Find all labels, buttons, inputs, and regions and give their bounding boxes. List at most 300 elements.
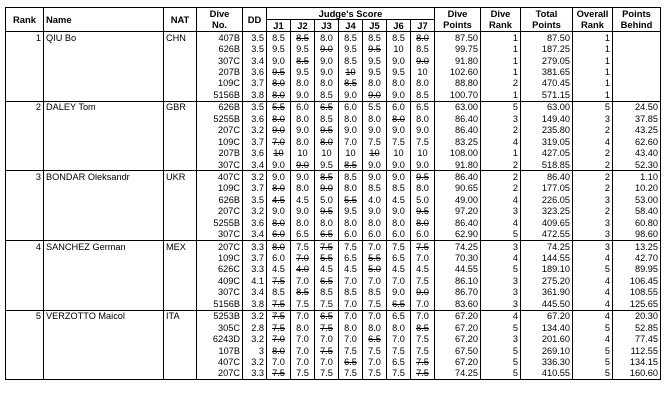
athlete-nat xyxy=(164,206,197,217)
dive-row xyxy=(6,55,661,66)
dive-rank: 2 xyxy=(481,125,521,136)
degree-of-difficulty: 3.2 xyxy=(243,206,267,217)
judge-score-6: 6.0 xyxy=(387,228,411,240)
judge-score-4: 8.0 xyxy=(339,183,363,194)
judge-score-5: 6.0 xyxy=(363,228,387,240)
points-behind xyxy=(613,43,661,54)
athlete-nat xyxy=(164,333,197,344)
judge-score-6: 8.0 xyxy=(387,217,411,228)
judge-score-1: 9.0 xyxy=(267,55,291,66)
judge-score-1: 9.0 xyxy=(267,206,291,217)
overall-rank: 1 xyxy=(573,66,613,77)
overall-rank: 4 xyxy=(573,252,613,263)
judge-score-4: 7.5 xyxy=(339,345,363,356)
judge-score-1: 7.5 xyxy=(267,310,291,322)
judge-score-6: 6.5 xyxy=(387,298,411,310)
judge-score-4: 7.0 xyxy=(339,136,363,147)
dive-row xyxy=(6,206,661,217)
judge-score-4: 9.0 xyxy=(339,89,363,101)
judge-score-7: 5.0 xyxy=(411,194,435,205)
points-behind: 160.60 xyxy=(613,368,661,380)
athlete-rank xyxy=(6,298,44,310)
total-points: 427.05 xyxy=(521,147,573,158)
total-points: 361.90 xyxy=(521,287,573,298)
dive-points: 91.80 xyxy=(435,159,481,171)
judge-score-2: 8.0 xyxy=(291,78,315,89)
judge-score-4: 9.5 xyxy=(339,206,363,217)
athlete-nat xyxy=(164,345,197,356)
judge-score-4: 8.5 xyxy=(339,32,363,44)
overall-rank: 2 xyxy=(573,206,613,217)
athlete-rank xyxy=(6,55,44,66)
judge-score-5: 9.0 xyxy=(363,171,387,183)
overall-rank: 2 xyxy=(573,171,613,183)
athlete-rank xyxy=(6,136,44,147)
points-behind: 13.25 xyxy=(613,240,661,252)
dive-row xyxy=(6,113,661,124)
dive-rank: 2 xyxy=(481,171,521,183)
overall-rank: 5 xyxy=(573,264,613,275)
athlete-rank xyxy=(6,345,44,356)
judge-score-3: 10 xyxy=(315,147,339,158)
overall-rank: 2 xyxy=(573,159,613,171)
degree-of-difficulty: 3.8 xyxy=(243,89,267,101)
dive-points: 99.75 xyxy=(435,43,481,54)
dive-points: 70.30 xyxy=(435,252,481,263)
degree-of-difficulty: 3.3 xyxy=(243,240,267,252)
total-points: 409.65 xyxy=(521,217,573,228)
dive-rank: 4 xyxy=(481,310,521,322)
judge-score-7: 6.5 xyxy=(411,101,435,113)
dive-rank: 2 xyxy=(481,183,521,194)
total-points: 518.85 xyxy=(521,159,573,171)
dive-number: 207B xyxy=(197,147,243,158)
judge-score-5: 6.5 xyxy=(363,333,387,344)
dive-points: 62.90 xyxy=(435,228,481,240)
judge-score-2: 8.5 xyxy=(291,32,315,44)
athlete-rank xyxy=(6,183,44,194)
total-points: 410.55 xyxy=(521,368,573,380)
athlete-name: SANCHEZ German xyxy=(44,240,164,252)
header-judge-7: J7 xyxy=(411,20,435,32)
dive-points: 83.60 xyxy=(435,298,481,310)
judge-score-4: 7.0 xyxy=(339,333,363,344)
header-points-behind-bottom: Behind xyxy=(613,20,661,32)
points-behind: 108.55 xyxy=(613,287,661,298)
dive-row xyxy=(6,287,661,298)
judge-score-3: 8.5 xyxy=(315,287,339,298)
judge-score-6: 7.5 xyxy=(387,368,411,380)
dive-number: 307C xyxy=(197,55,243,66)
dive-points: 67.20 xyxy=(435,322,481,333)
judge-score-6: 8.0 xyxy=(387,78,411,89)
total-points: 149.40 xyxy=(521,113,573,124)
athlete-rank xyxy=(6,275,44,286)
judge-score-3: 7.5 xyxy=(315,322,339,333)
judge-score-3: 8.0 xyxy=(315,217,339,228)
dive-row xyxy=(6,310,661,322)
judge-score-6: 9.0 xyxy=(387,287,411,298)
athlete-name xyxy=(44,217,164,228)
header-dive-rank-bottom: Rank xyxy=(481,20,521,32)
overall-rank: 2 xyxy=(573,183,613,194)
athlete-name xyxy=(44,252,164,263)
athlete-rank: 5 xyxy=(6,310,44,322)
judge-score-3: 8.0 xyxy=(315,136,339,147)
judge-score-5: 7.0 xyxy=(363,275,387,286)
dive-number: 307C xyxy=(197,287,243,298)
athlete-rank: 1 xyxy=(6,32,44,44)
points-behind: 89.95 xyxy=(613,264,661,275)
judge-score-2: 7.5 xyxy=(291,298,315,310)
header-judge-6: J6 xyxy=(387,20,411,32)
overall-rank: 3 xyxy=(573,113,613,124)
judge-score-1: 8.0 xyxy=(267,240,291,252)
athlete-name xyxy=(44,194,164,205)
judge-score-3: 8.0 xyxy=(315,78,339,89)
header-dive-no-top: Dive xyxy=(197,8,243,20)
degree-of-difficulty: 3.4 xyxy=(243,228,267,240)
total-points: 381.65 xyxy=(521,66,573,77)
judge-score-3: 7.5 xyxy=(315,368,339,380)
athlete-name xyxy=(44,159,164,171)
overall-rank: 5 xyxy=(573,368,613,380)
dive-rank: 5 xyxy=(481,264,521,275)
judge-score-5: 5.5 xyxy=(363,252,387,263)
judge-score-6: 6.5 xyxy=(387,252,411,263)
degree-of-difficulty: 2.8 xyxy=(243,322,267,333)
judge-score-6: 9.0 xyxy=(387,159,411,171)
athlete-name xyxy=(44,78,164,89)
judge-score-1: 5.5 xyxy=(267,101,291,113)
points-behind: 10.20 xyxy=(613,183,661,194)
points-behind: 62.60 xyxy=(613,136,661,147)
judge-score-2: 9.0 xyxy=(291,159,315,171)
judge-score-2: 10 xyxy=(291,147,315,158)
judge-score-7: 7.0 xyxy=(411,298,435,310)
dive-rank: 3 xyxy=(481,333,521,344)
degree-of-difficulty: 3.3 xyxy=(243,368,267,380)
dive-points: 67.20 xyxy=(435,356,481,367)
athlete-rank: 4 xyxy=(6,240,44,252)
judge-score-5: 7.5 xyxy=(363,345,387,356)
header-name: Name xyxy=(44,8,164,32)
dive-number: 409C xyxy=(197,275,243,286)
judge-score-1: 6.0 xyxy=(267,228,291,240)
judge-score-6: 7.0 xyxy=(387,333,411,344)
judge-score-4: 7.5 xyxy=(339,368,363,380)
judge-score-6: 9.5 xyxy=(387,66,411,77)
judge-score-4: 6.0 xyxy=(339,228,363,240)
points-behind: 24.50 xyxy=(613,101,661,113)
judge-score-7: 7.0 xyxy=(411,252,435,263)
dive-rank: 3 xyxy=(481,298,521,310)
athlete-nat xyxy=(164,125,197,136)
athlete-nat: ITA xyxy=(164,310,197,322)
dive-points: 87.50 xyxy=(435,32,481,44)
judge-score-5: 7.5 xyxy=(363,136,387,147)
judge-score-5: 7.5 xyxy=(363,298,387,310)
judge-score-4: 7.5 xyxy=(339,240,363,252)
dive-points: 102.60 xyxy=(435,66,481,77)
judge-score-1: 4.5 xyxy=(267,194,291,205)
dive-points: 100.70 xyxy=(435,89,481,101)
judge-score-1: 8.0 xyxy=(267,113,291,124)
dive-number: 207C xyxy=(197,206,243,217)
judge-score-2: 9.0 xyxy=(291,125,315,136)
judge-score-7: 9.5 xyxy=(411,206,435,217)
dive-row xyxy=(6,32,661,44)
dive-number: 6243D xyxy=(197,333,243,344)
dive-rank: 5 xyxy=(481,368,521,380)
dive-number: 626C xyxy=(197,264,243,275)
athlete-name xyxy=(44,66,164,77)
athlete-rank xyxy=(6,333,44,344)
judge-score-7: 9.0 xyxy=(411,159,435,171)
judge-score-6: 8.0 xyxy=(387,322,411,333)
points-behind: 52.85 xyxy=(613,322,661,333)
dive-rank: 5 xyxy=(481,345,521,356)
degree-of-difficulty: 3.5 xyxy=(243,32,267,44)
judge-score-6: 6.0 xyxy=(387,101,411,113)
total-points: 275.20 xyxy=(521,275,573,286)
dive-points: 49.00 xyxy=(435,194,481,205)
judge-score-7: 7.5 xyxy=(411,275,435,286)
overall-rank: 1 xyxy=(573,32,613,44)
degree-of-difficulty: 3.4 xyxy=(243,55,267,66)
athlete-rank xyxy=(6,43,44,54)
judge-score-1: 8.0 xyxy=(267,217,291,228)
judge-score-7: 8.5 xyxy=(411,43,435,54)
athlete-name xyxy=(44,89,164,101)
degree-of-difficulty: 3.2 xyxy=(243,310,267,322)
judge-score-4: 4.5 xyxy=(339,264,363,275)
judge-score-3: 7.0 xyxy=(315,356,339,367)
judge-score-5: 9.0 xyxy=(363,206,387,217)
total-points: 74.25 xyxy=(521,240,573,252)
judge-score-3: 9.5 xyxy=(315,206,339,217)
judge-score-3: 8.0 xyxy=(315,32,339,44)
athlete-name xyxy=(44,333,164,344)
degree-of-difficulty: 3.5 xyxy=(243,43,267,54)
judge-score-2: 7.5 xyxy=(291,368,315,380)
athlete-name xyxy=(44,125,164,136)
dive-row xyxy=(6,101,661,113)
judge-score-2: 7.0 xyxy=(291,345,315,356)
degree-of-difficulty: 3.7 xyxy=(243,136,267,147)
total-points: 472.55 xyxy=(521,228,573,240)
points-behind: 20.30 xyxy=(613,310,661,322)
degree-of-difficulty: 3.3 xyxy=(243,264,267,275)
judge-score-7: 7.5 xyxy=(411,356,435,367)
overall-rank: 5 xyxy=(573,356,613,367)
dive-points: 91.80 xyxy=(435,55,481,66)
athlete-rank: 2 xyxy=(6,101,44,113)
judge-score-7: 7.5 xyxy=(411,345,435,356)
athlete-rank xyxy=(6,264,44,275)
athlete-name xyxy=(44,147,164,158)
dive-number: 207B xyxy=(197,66,243,77)
dive-rank: 1 xyxy=(481,89,521,101)
judge-score-2: 8.0 xyxy=(291,322,315,333)
athlete-nat xyxy=(164,147,197,158)
dive-points: 86.40 xyxy=(435,171,481,183)
dive-row xyxy=(6,264,661,275)
judge-score-4: 7.0 xyxy=(339,298,363,310)
judge-score-6: 10 xyxy=(387,147,411,158)
judge-score-6: 4.5 xyxy=(387,264,411,275)
dive-number: 626B xyxy=(197,101,243,113)
athlete-rank xyxy=(6,217,44,228)
judge-score-1: 10 xyxy=(267,147,291,158)
judge-score-6: 8.0 xyxy=(387,113,411,124)
athlete-nat xyxy=(164,136,197,147)
judge-score-4: 8.5 xyxy=(339,171,363,183)
judge-score-2: 7.0 xyxy=(291,356,315,367)
athlete-rank xyxy=(6,66,44,77)
athlete-rank xyxy=(6,287,44,298)
athlete-nat xyxy=(164,159,197,171)
header-dd: DD xyxy=(243,8,267,32)
judge-score-1: 7.0 xyxy=(267,356,291,367)
dive-row xyxy=(6,125,661,136)
judge-score-1: 7.5 xyxy=(267,322,291,333)
overall-rank: 5 xyxy=(573,101,613,113)
athlete-rank xyxy=(6,89,44,101)
points-behind: 98.60 xyxy=(613,228,661,240)
dive-number: 207C xyxy=(197,240,243,252)
total-points: 235.80 xyxy=(521,125,573,136)
athlete-rank xyxy=(6,78,44,89)
points-behind: 106.45 xyxy=(613,275,661,286)
judge-score-3: 9.0 xyxy=(315,55,339,66)
athlete-name xyxy=(44,322,164,333)
judge-score-3: 9.5 xyxy=(315,125,339,136)
judge-score-7: 7.0 xyxy=(411,310,435,322)
degree-of-difficulty: 3.6 xyxy=(243,147,267,158)
dive-row xyxy=(6,345,661,356)
athlete-rank xyxy=(6,147,44,158)
dive-rank: 5 xyxy=(481,322,521,333)
overall-rank: 5 xyxy=(573,322,613,333)
judge-score-3: 8.5 xyxy=(315,113,339,124)
judge-score-2: 9.0 xyxy=(291,89,315,101)
judge-score-7: 8.5 xyxy=(411,89,435,101)
dive-number: 5156B xyxy=(197,89,243,101)
judge-score-5: 9.5 xyxy=(363,43,387,54)
dive-row xyxy=(6,240,661,252)
judge-score-1: 4.5 xyxy=(267,264,291,275)
header-dive-no-bottom: No. xyxy=(197,20,243,32)
judge-score-1: 9.5 xyxy=(267,66,291,77)
points-behind xyxy=(613,32,661,44)
overall-rank: 3 xyxy=(573,217,613,228)
judge-score-6: 7.5 xyxy=(387,345,411,356)
judge-score-3: 9.5 xyxy=(315,159,339,171)
judge-score-2: 8.0 xyxy=(291,183,315,194)
judge-score-5: 9.0 xyxy=(363,125,387,136)
athlete-rank: 3 xyxy=(6,171,44,183)
athlete-rank xyxy=(6,194,44,205)
athlete-name xyxy=(44,55,164,66)
dive-points: 88.80 xyxy=(435,78,481,89)
total-points: 144.55 xyxy=(521,252,573,263)
points-behind xyxy=(613,89,661,101)
judge-score-3: 4.5 xyxy=(315,264,339,275)
dive-number: 5255B xyxy=(197,113,243,124)
athlete-name xyxy=(44,275,164,286)
dive-number: 5255B xyxy=(197,217,243,228)
athlete-name xyxy=(44,356,164,367)
judge-score-5: 8.0 xyxy=(363,113,387,124)
judge-score-2: 7.0 xyxy=(291,275,315,286)
athlete-nat xyxy=(164,66,197,77)
judge-score-6: 4.5 xyxy=(387,194,411,205)
dive-rank: 3 xyxy=(481,113,521,124)
dive-row xyxy=(6,333,661,344)
points-behind: 77.45 xyxy=(613,333,661,344)
judge-score-5: 5.5 xyxy=(363,101,387,113)
judge-score-3: 6.5 xyxy=(315,310,339,322)
points-behind: 125.65 xyxy=(613,298,661,310)
judge-score-5: 7.0 xyxy=(363,356,387,367)
dive-points: 83.25 xyxy=(435,136,481,147)
judge-score-4: 8.0 xyxy=(339,113,363,124)
athlete-rank xyxy=(6,159,44,171)
dive-row xyxy=(6,78,661,89)
judge-score-2: 7.5 xyxy=(291,240,315,252)
overall-rank: 1 xyxy=(573,89,613,101)
athlete-nat xyxy=(164,322,197,333)
dive-number: 109C xyxy=(197,78,243,89)
dive-rank: 3 xyxy=(481,275,521,286)
judge-score-1: 7.5 xyxy=(267,275,291,286)
points-behind: 43.40 xyxy=(613,147,661,158)
header-dive-points-bottom: Points xyxy=(435,20,481,32)
dive-points: 86.70 xyxy=(435,287,481,298)
athlete-nat xyxy=(164,275,197,286)
judge-score-2: 4.5 xyxy=(291,194,315,205)
dive-row xyxy=(6,147,661,158)
dive-number: 407C xyxy=(197,171,243,183)
judge-score-5: 8.5 xyxy=(363,32,387,44)
total-points: 571.15 xyxy=(521,89,573,101)
dive-rank: 1 xyxy=(481,55,521,66)
judge-score-6: 7.0 xyxy=(387,275,411,286)
judge-score-5: 8.0 xyxy=(363,322,387,333)
judge-score-5: 8.0 xyxy=(363,78,387,89)
judge-score-7: 9.0 xyxy=(411,287,435,298)
dive-points: 86.40 xyxy=(435,113,481,124)
total-points: 67.20 xyxy=(521,310,573,322)
overall-rank: 5 xyxy=(573,345,613,356)
dive-row xyxy=(6,183,661,194)
judge-score-4: 10 xyxy=(339,147,363,158)
degree-of-difficulty: 3.4 xyxy=(243,287,267,298)
dive-number: 109C xyxy=(197,183,243,194)
header-judge-3: J3 xyxy=(315,20,339,32)
judge-score-2: 8.5 xyxy=(291,287,315,298)
judge-score-7: 9.5 xyxy=(411,171,435,183)
dive-number: 5156B xyxy=(197,298,243,310)
judge-score-7: 9.0 xyxy=(411,55,435,66)
overall-rank: 4 xyxy=(573,298,613,310)
judge-score-4: 6.5 xyxy=(339,356,363,367)
degree-of-difficulty: 3.2 xyxy=(243,356,267,367)
judge-score-4: 7.0 xyxy=(339,310,363,322)
judge-score-2: 8.0 xyxy=(291,136,315,147)
overall-rank: 4 xyxy=(573,333,613,344)
